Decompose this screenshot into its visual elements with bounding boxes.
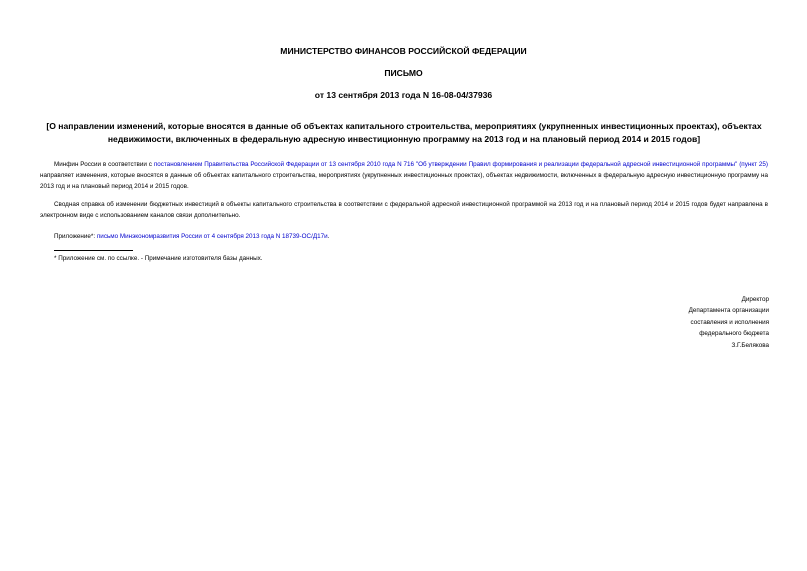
signature-department-1: Департамента организации — [688, 307, 769, 315]
paragraph-2: Сводная справка об изменении бюджетных инвестиций в объекты капитального строительства в соответствии с федеральной адресной инвестиционной программой на 2013 год и на плановый период 2014 и 2015 годов будет направлена в электронном виде с использованием каналов связи дополнительно. — [40, 201, 768, 219]
ministry-title: МИНИСТЕРСТВО ФИНАНСОВ РОССИЙСКОЙ ФЕДЕРАЦИИ — [280, 46, 527, 56]
attachment-end: . — [327, 233, 330, 240]
attachment-label: Приложение*: — [54, 233, 97, 240]
footnote-divider — [54, 250, 133, 251]
attachment-line — [40, 231, 768, 242]
decree-link[interactable]: постановлением Правительства Российской Федерации от 13 сентября 2010 года N 716 "Об утверждении Правил формирования и реализации федеральной адресной инвестиционной программы" — [153, 161, 738, 168]
document-subject: [О направлении изменений, которые вносятся в данные об объектах капитального строительства, мероприятиях (укрупненных инвестиционных проектах), объектах недвижимости, включенных в федеральную адресную инвестиционную программу на 2013 год и на плановый период 2014 и 2015 годов] — [46, 121, 762, 144]
footnote: * Приложение см. по ссылке. - Примечание изготовителя базы данных. — [54, 255, 263, 262]
attachment-link[interactable]: письмо Минэкономразвития России от 4 сентября 2013 года N 18739-ОС/Д17и — [96, 233, 328, 240]
paragraph-1 — [40, 159, 768, 192]
clause-link[interactable]: (пункт 25) — [739, 161, 769, 168]
signature-department-2: составления и исполнения — [690, 318, 769, 326]
signature-block — [569, 294, 769, 351]
paragraph-1-text-start: Минфин России в соответствии с — [54, 161, 154, 168]
signature-position: Директор — [741, 296, 769, 303]
signature-name: З.Г.Белякова — [731, 341, 769, 349]
paragraph-1-text-end: направляет изменения, которые вносятся в данные об объектах капитального строительства, мероприятиях (укрупненных инвестиционных проектах), объектах недвижимости, включенных в федеральную адресную инвестиционную программу на 2013 год и на плановый период 2014 и 2015 годов. — [40, 172, 768, 190]
document-type: ПИСЬМО — [384, 68, 423, 78]
document-date-number: от 13 сентября 2013 года N 16-08-04/37936 — [314, 90, 493, 100]
signature-department-3: федерального бюджета — [699, 330, 769, 338]
